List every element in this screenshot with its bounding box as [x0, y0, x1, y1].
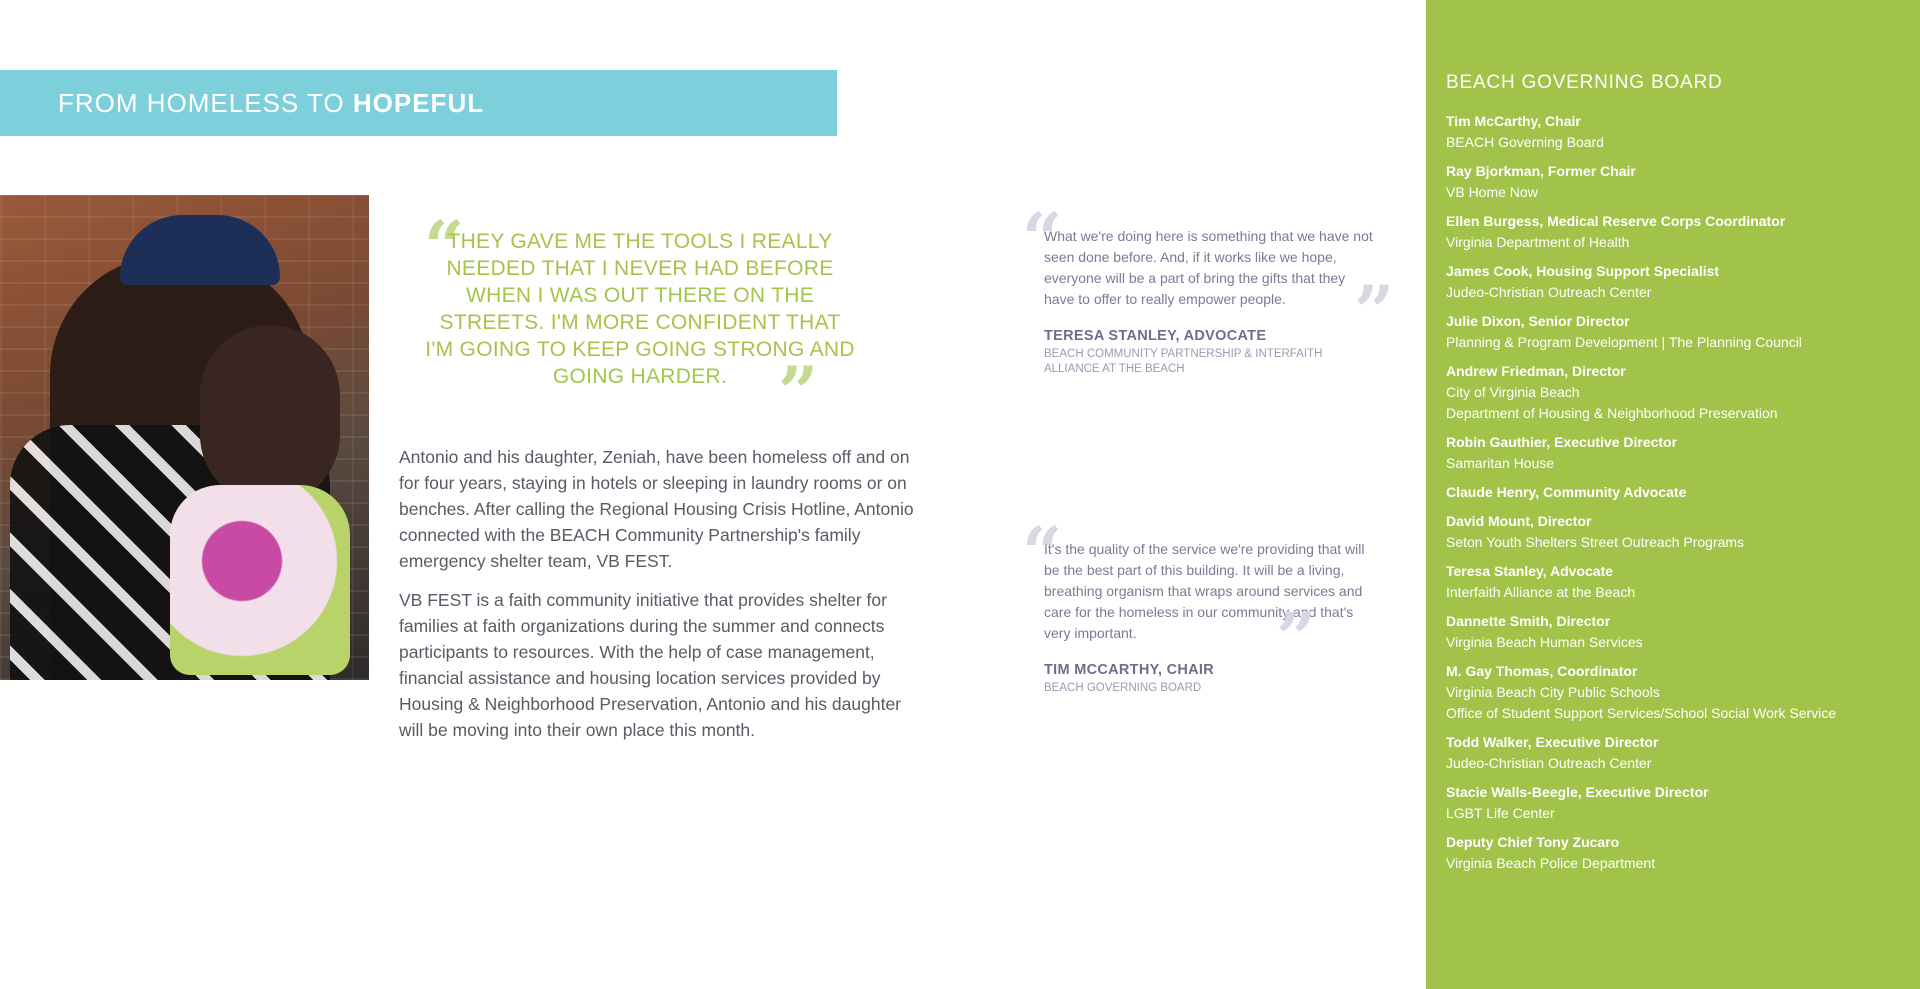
open-quote-mark-icon: “	[1022, 197, 1063, 280]
board-member	[1446, 161, 1906, 203]
member-name: Julie Dixon, Senior Director	[1446, 313, 1630, 329]
member-name: David Mount, Director	[1446, 513, 1592, 529]
member-name: M. Gay Thomas, Coordinator	[1446, 663, 1638, 679]
close-quote-mark-icon: ”	[1276, 597, 1317, 680]
photo-daughter	[200, 325, 340, 505]
pull-quote: THEY GAVE ME THE TOOLS I REALLY NEEDED THAT I NEVER HAD BEFORE WHEN I WAS OUT THERE ON THE STREETS. I'M MORE CONFIDENT THAT I'M GOING TO KEEP GOING STRONG AND GOING HARDER.	[425, 230, 855, 388]
story-text-1: Antonio and his daughter, Zeniah, have been homeless off and on for four years, staying in hotels or sleeping in laundry rooms or on benches. After calling the Regional Housing Crisis Hotline, Antonio connected with the BEACH Community Partnership's family emergency shelter team, VB FEST.	[399, 447, 914, 571]
story-text-2: VB FEST is a faith community initiative that provides shelter for families at faith organizations during the summer and connects participants to resources. With the help of case management, financial assistance and housing location services provided by Housing & Neighborhood Preservation, Antonio and his daughter will be moving into their own place this month.	[399, 590, 902, 740]
member-organization: VB Home Now	[1446, 184, 1538, 200]
quote-author: TIM MCCARTHY, CHAIR	[1044, 662, 1215, 678]
member-organization: Interfaith Alliance at the Beach	[1446, 584, 1636, 600]
member-name: Stacie Walls-Beegle, Executive Director	[1446, 784, 1709, 800]
member-name: Claude Henry, Community Advocate	[1446, 484, 1687, 500]
quote-teresa	[1044, 226, 1379, 377]
board-member-list	[1446, 111, 1906, 882]
board-member	[1446, 111, 1906, 153]
quote-tim	[1044, 539, 1379, 696]
open-quote-mark-icon: “	[424, 205, 465, 288]
member-name: Ellen Burgess, Medical Reserve Corps Coordinator	[1446, 213, 1786, 229]
board-sidebar	[1426, 0, 1920, 989]
member-name: James Cook, Housing Support Specialist	[1446, 263, 1720, 279]
member-organization: Virginia Beach City Public Schools	[1446, 684, 1660, 700]
member-organization: Judeo-Christian Outreach Center	[1446, 755, 1652, 771]
title-bold-text: HOPEFUL	[352, 87, 485, 118]
member-organization: BEACH Governing Board	[1446, 134, 1604, 150]
quote-affiliation: BEACH COMMUNITY PARTNERSHIP & INTERFAITH ALLIANCE AT THE BEACH	[1044, 348, 1323, 375]
close-quote-mark-icon: ”	[778, 351, 819, 434]
story-paragraph-2	[399, 587, 919, 743]
photo-dress	[170, 485, 350, 675]
member-organization: LGBT Life Center	[1446, 805, 1555, 821]
member-name: Dannette Smith, Director	[1446, 613, 1611, 629]
page-title	[58, 88, 484, 119]
member-organization: Planning & Program Development | The Planning Council	[1446, 334, 1802, 350]
board-member	[1446, 611, 1906, 653]
board-member	[1446, 211, 1906, 253]
board-member	[1446, 832, 1906, 874]
story-paragraph-1	[399, 444, 919, 574]
member-organization: Virginia Department of Health	[1446, 234, 1630, 250]
close-quote-mark-icon: ”	[1354, 270, 1395, 353]
quote-text: It's the quality of the service we're providing that will be the best part of this building. It will be a living, breathing organism that wraps around services and care for the homeless in our community and that's very important.	[1044, 541, 1365, 641]
quote-author: TERESA STANLEY, ADVOCATE	[1044, 328, 1267, 344]
title-banner	[0, 70, 837, 136]
board-member	[1446, 732, 1906, 774]
quote-affiliation: BEACH GOVERNING BOARD	[1044, 682, 1202, 694]
board-member	[1446, 261, 1906, 303]
member-organization: Department of Housing & Neighborhood Preservation	[1446, 405, 1778, 421]
member-organization: Seton Youth Shelters Street Outreach Programs	[1446, 534, 1745, 550]
board-member	[1446, 561, 1906, 603]
member-organization: City of Virginia Beach	[1446, 384, 1580, 400]
title-light-text: FROM HOMELESS TO	[58, 87, 353, 118]
board-title: BEACH GOVERNING BOARD	[1446, 72, 1723, 93]
member-name: Todd Walker, Executive Director	[1446, 734, 1659, 750]
member-name: Robin Gauthier, Executive Director	[1446, 434, 1678, 450]
board-member	[1446, 361, 1906, 424]
member-organization: Virginia Beach Human Services	[1446, 634, 1643, 650]
member-name: Deputy Chief Tony Zucaro	[1446, 834, 1620, 850]
member-organization: Samaritan House	[1446, 455, 1555, 471]
member-name: Tim McCarthy, Chair	[1446, 113, 1581, 129]
board-member	[1446, 511, 1906, 553]
open-quote-mark-icon: “	[1022, 511, 1063, 594]
quote-text: What we're doing here is something that we have not seen done before. And, if it works like we hope, everyone will be a part of bring the gifts that they have to offer to really empower people.	[1044, 228, 1373, 307]
board-member	[1446, 311, 1906, 353]
board-member	[1446, 432, 1906, 474]
member-organization: Virginia Beach Police Department	[1446, 855, 1656, 871]
board-member	[1446, 782, 1906, 824]
member-name: Andrew Friedman, Director	[1446, 363, 1626, 379]
story-photo	[0, 195, 369, 680]
member-organization: Judeo-Christian Outreach Center	[1446, 284, 1652, 300]
member-name: Ray Bjorkman, Former Chair	[1446, 163, 1636, 179]
member-organization: Office of Student Support Services/School Social Work Service	[1446, 705, 1837, 721]
board-member	[1446, 482, 1906, 503]
board-member	[1446, 661, 1906, 724]
member-name: Teresa Stanley, Advocate	[1446, 563, 1614, 579]
